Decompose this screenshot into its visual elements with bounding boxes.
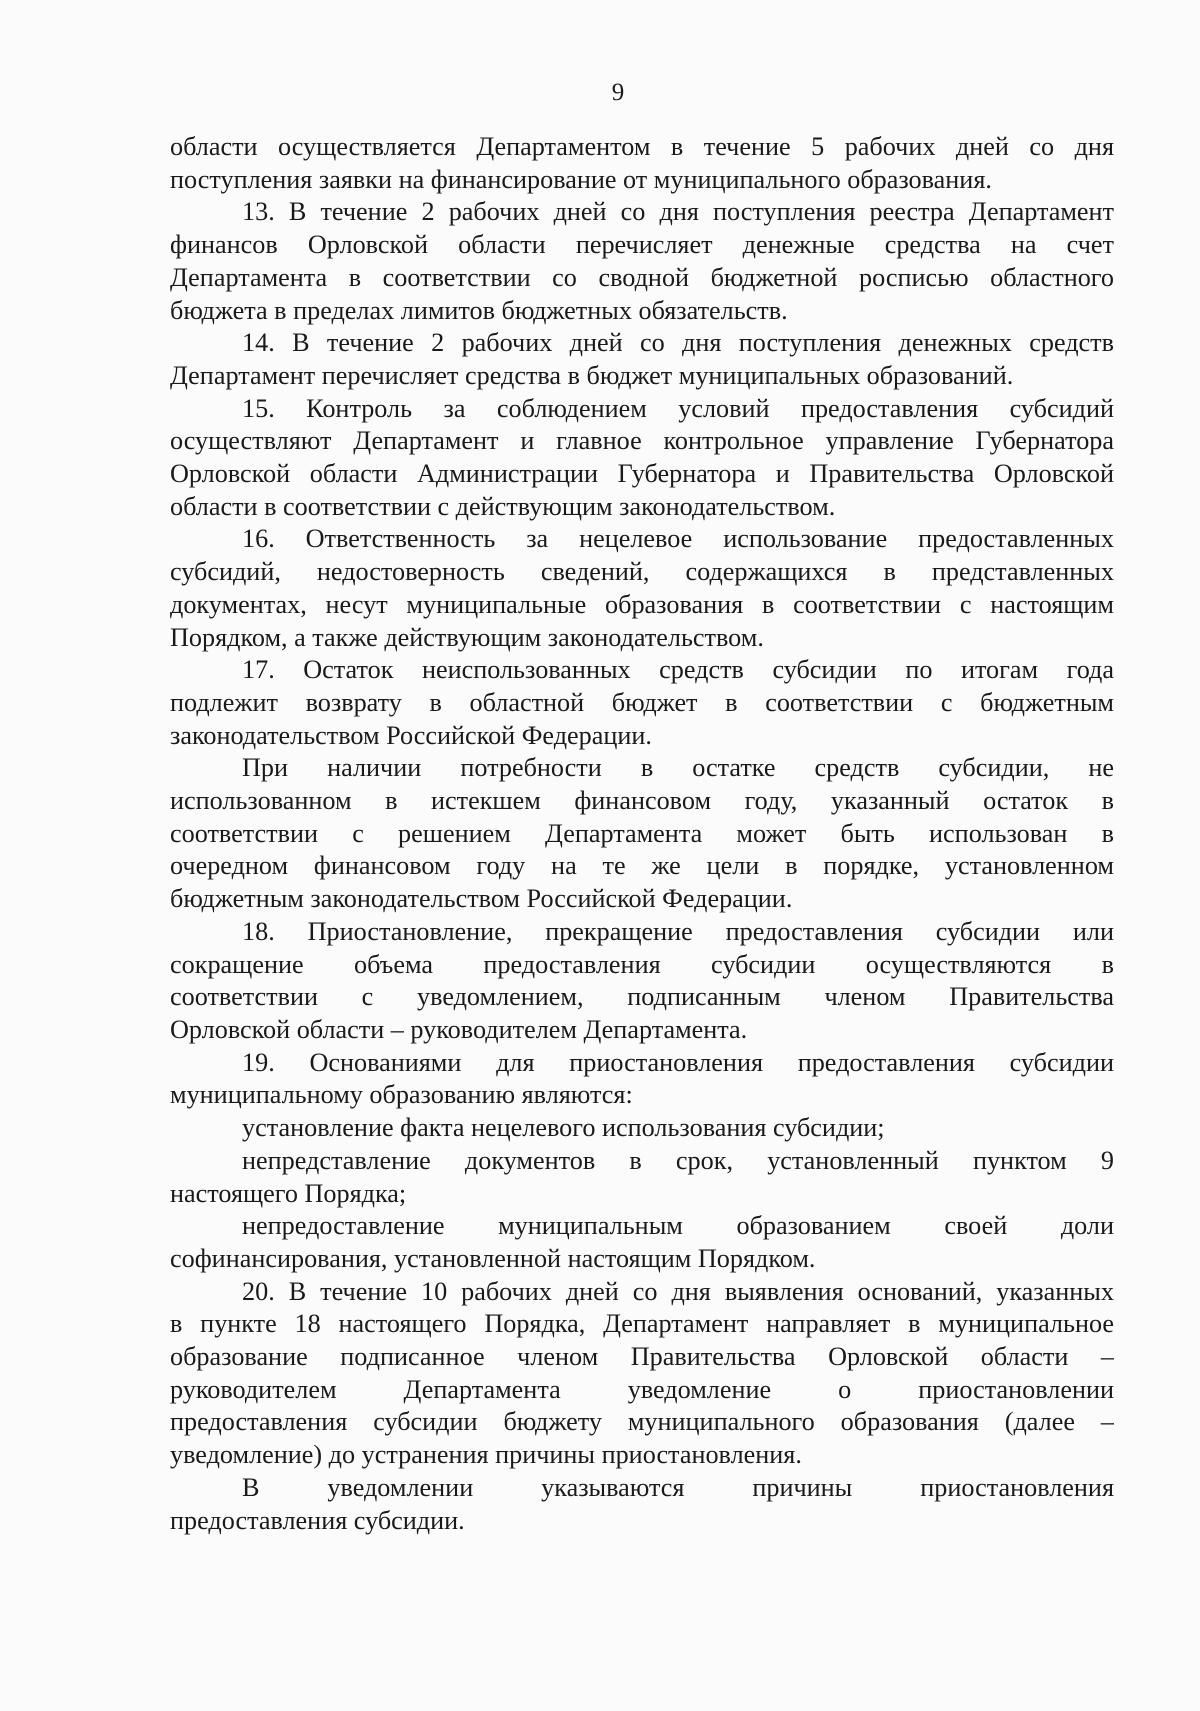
text-line: Орловской области – руководителем Департамента. (170, 1014, 748, 1044)
paragraph (170, 1276, 1114, 1472)
paragraph (170, 1112, 1114, 1145)
text-line: 15. Контроль за соблюдением условий предоставления субсидий (242, 393, 1114, 423)
text-line: законодательством Российской Федерации. (170, 720, 652, 750)
text-line: соответствии с решением Департамента может быть использован в (170, 818, 1114, 848)
text-line: 16. Ответственность за нецелевое использование предоставленных (242, 524, 1114, 554)
text-line: руководителем Департамента уведомление о приостановлении (170, 1374, 1114, 1404)
text-line: непредставление документов в срок, установленный пунктом 9 (242, 1145, 1114, 1175)
text-line: субсидий, недостоверность сведений, содержащихся в представленных (170, 557, 1114, 587)
text-line: Порядком, а также действующим законодательством. (170, 622, 764, 652)
paragraph (170, 327, 1114, 392)
text-line: Орловской области Администрации Губернатора и Правительства Орловской (170, 459, 1114, 489)
text-line: сокращение объема предоставления субсидии осуществляются в (170, 949, 1114, 979)
text-line: непредоставление муниципальным образованием своей доли (242, 1211, 1114, 1241)
text-line: настоящего Порядка; (170, 1178, 407, 1208)
text-line: 18. Приостановление, прекращение предоставления субсидии или (242, 916, 1114, 946)
text-line: использованном в истекшем финансовом году, указанный остаток в (170, 786, 1114, 816)
text-line: уведомление) до устранения причины приостановления. (170, 1440, 802, 1470)
paragraph (170, 752, 1114, 916)
text-line: соответствии с уведомлением, подписанным членом Правительства (170, 982, 1114, 1012)
paragraph (170, 393, 1114, 524)
text-line: 17. Остаток неиспользованных средств субсидии по итогам года (242, 655, 1114, 685)
page-number: 9 (611, 79, 625, 106)
text-line: осуществляют Департамент и главное контрольное управление Губернатора (170, 426, 1114, 456)
text-line: 13. В течение 2 рабочих дней со дня поступления реестра Департамент (242, 197, 1114, 227)
text-line: предоставления субсидии. (170, 1505, 465, 1535)
text-line: области в соответствии с действующим законодательством. (170, 491, 836, 521)
text-line: установление факта нецелевого использования субсидии; (242, 1113, 885, 1143)
text-line: При наличии потребности в остатке средств субсидии, не (242, 753, 1114, 783)
text-line: бюджетным законодательством Российской Федерации. (170, 884, 793, 914)
text-line: 14. В течение 2 рабочих дней со дня поступления денежных средств (242, 328, 1114, 358)
text-line: 19. Основаниями для приостановления предоставления субсидии (242, 1047, 1114, 1077)
paragraph (170, 916, 1114, 1047)
text-line: финансов Орловской области перечисляет денежные средства на счет (170, 230, 1114, 260)
text-line: муниципальному образованию являются: (170, 1080, 633, 1110)
paragraph (170, 1472, 1114, 1537)
text-line: поступления заявки на финансирование от муниципального образования. (170, 164, 992, 194)
text-line: подлежит возврату в областной бюджет в соответствии с бюджетным (170, 687, 1114, 717)
text-line: бюджета в пределах лимитов бюджетных обязательств. (170, 295, 788, 325)
text-line: 20. В течение 10 рабочих дней со дня выявления оснований, указанных (242, 1276, 1114, 1306)
paragraph (170, 1210, 1114, 1275)
paragraph (170, 1047, 1114, 1112)
text-line: В уведомлении указываются причины приостановления (242, 1472, 1114, 1502)
paragraph (170, 196, 1114, 327)
text-line: образование подписанное членом Правительства Орловской области – (170, 1342, 1114, 1372)
text-line: Департамента в соответствии со сводной бюджетной росписью областного (170, 262, 1114, 292)
paragraph (170, 1145, 1114, 1210)
text-line: документах, несут муниципальные образования в соответствии с настоящим (170, 589, 1114, 619)
text-line: софинансирования, установленной настоящим Порядком. (170, 1243, 816, 1273)
text-line: Департамент перечисляет средства в бюджет муниципальных образований. (170, 360, 1014, 390)
paragraph (170, 654, 1114, 752)
text-line: области осуществляется Департаментом в течение 5 рабочих дней со дня (170, 132, 1114, 161)
text-line: очередном финансовом году на те же цели в порядке, установленном (170, 851, 1114, 881)
text-line: предоставления субсидии бюджету муниципального образования (далее – (170, 1407, 1114, 1437)
paragraph (170, 523, 1114, 654)
text-line: в пункте 18 настоящего Порядка, Департамент направляет в муниципальное (170, 1309, 1114, 1339)
document-body (170, 131, 1114, 1537)
paragraph (170, 131, 1114, 196)
